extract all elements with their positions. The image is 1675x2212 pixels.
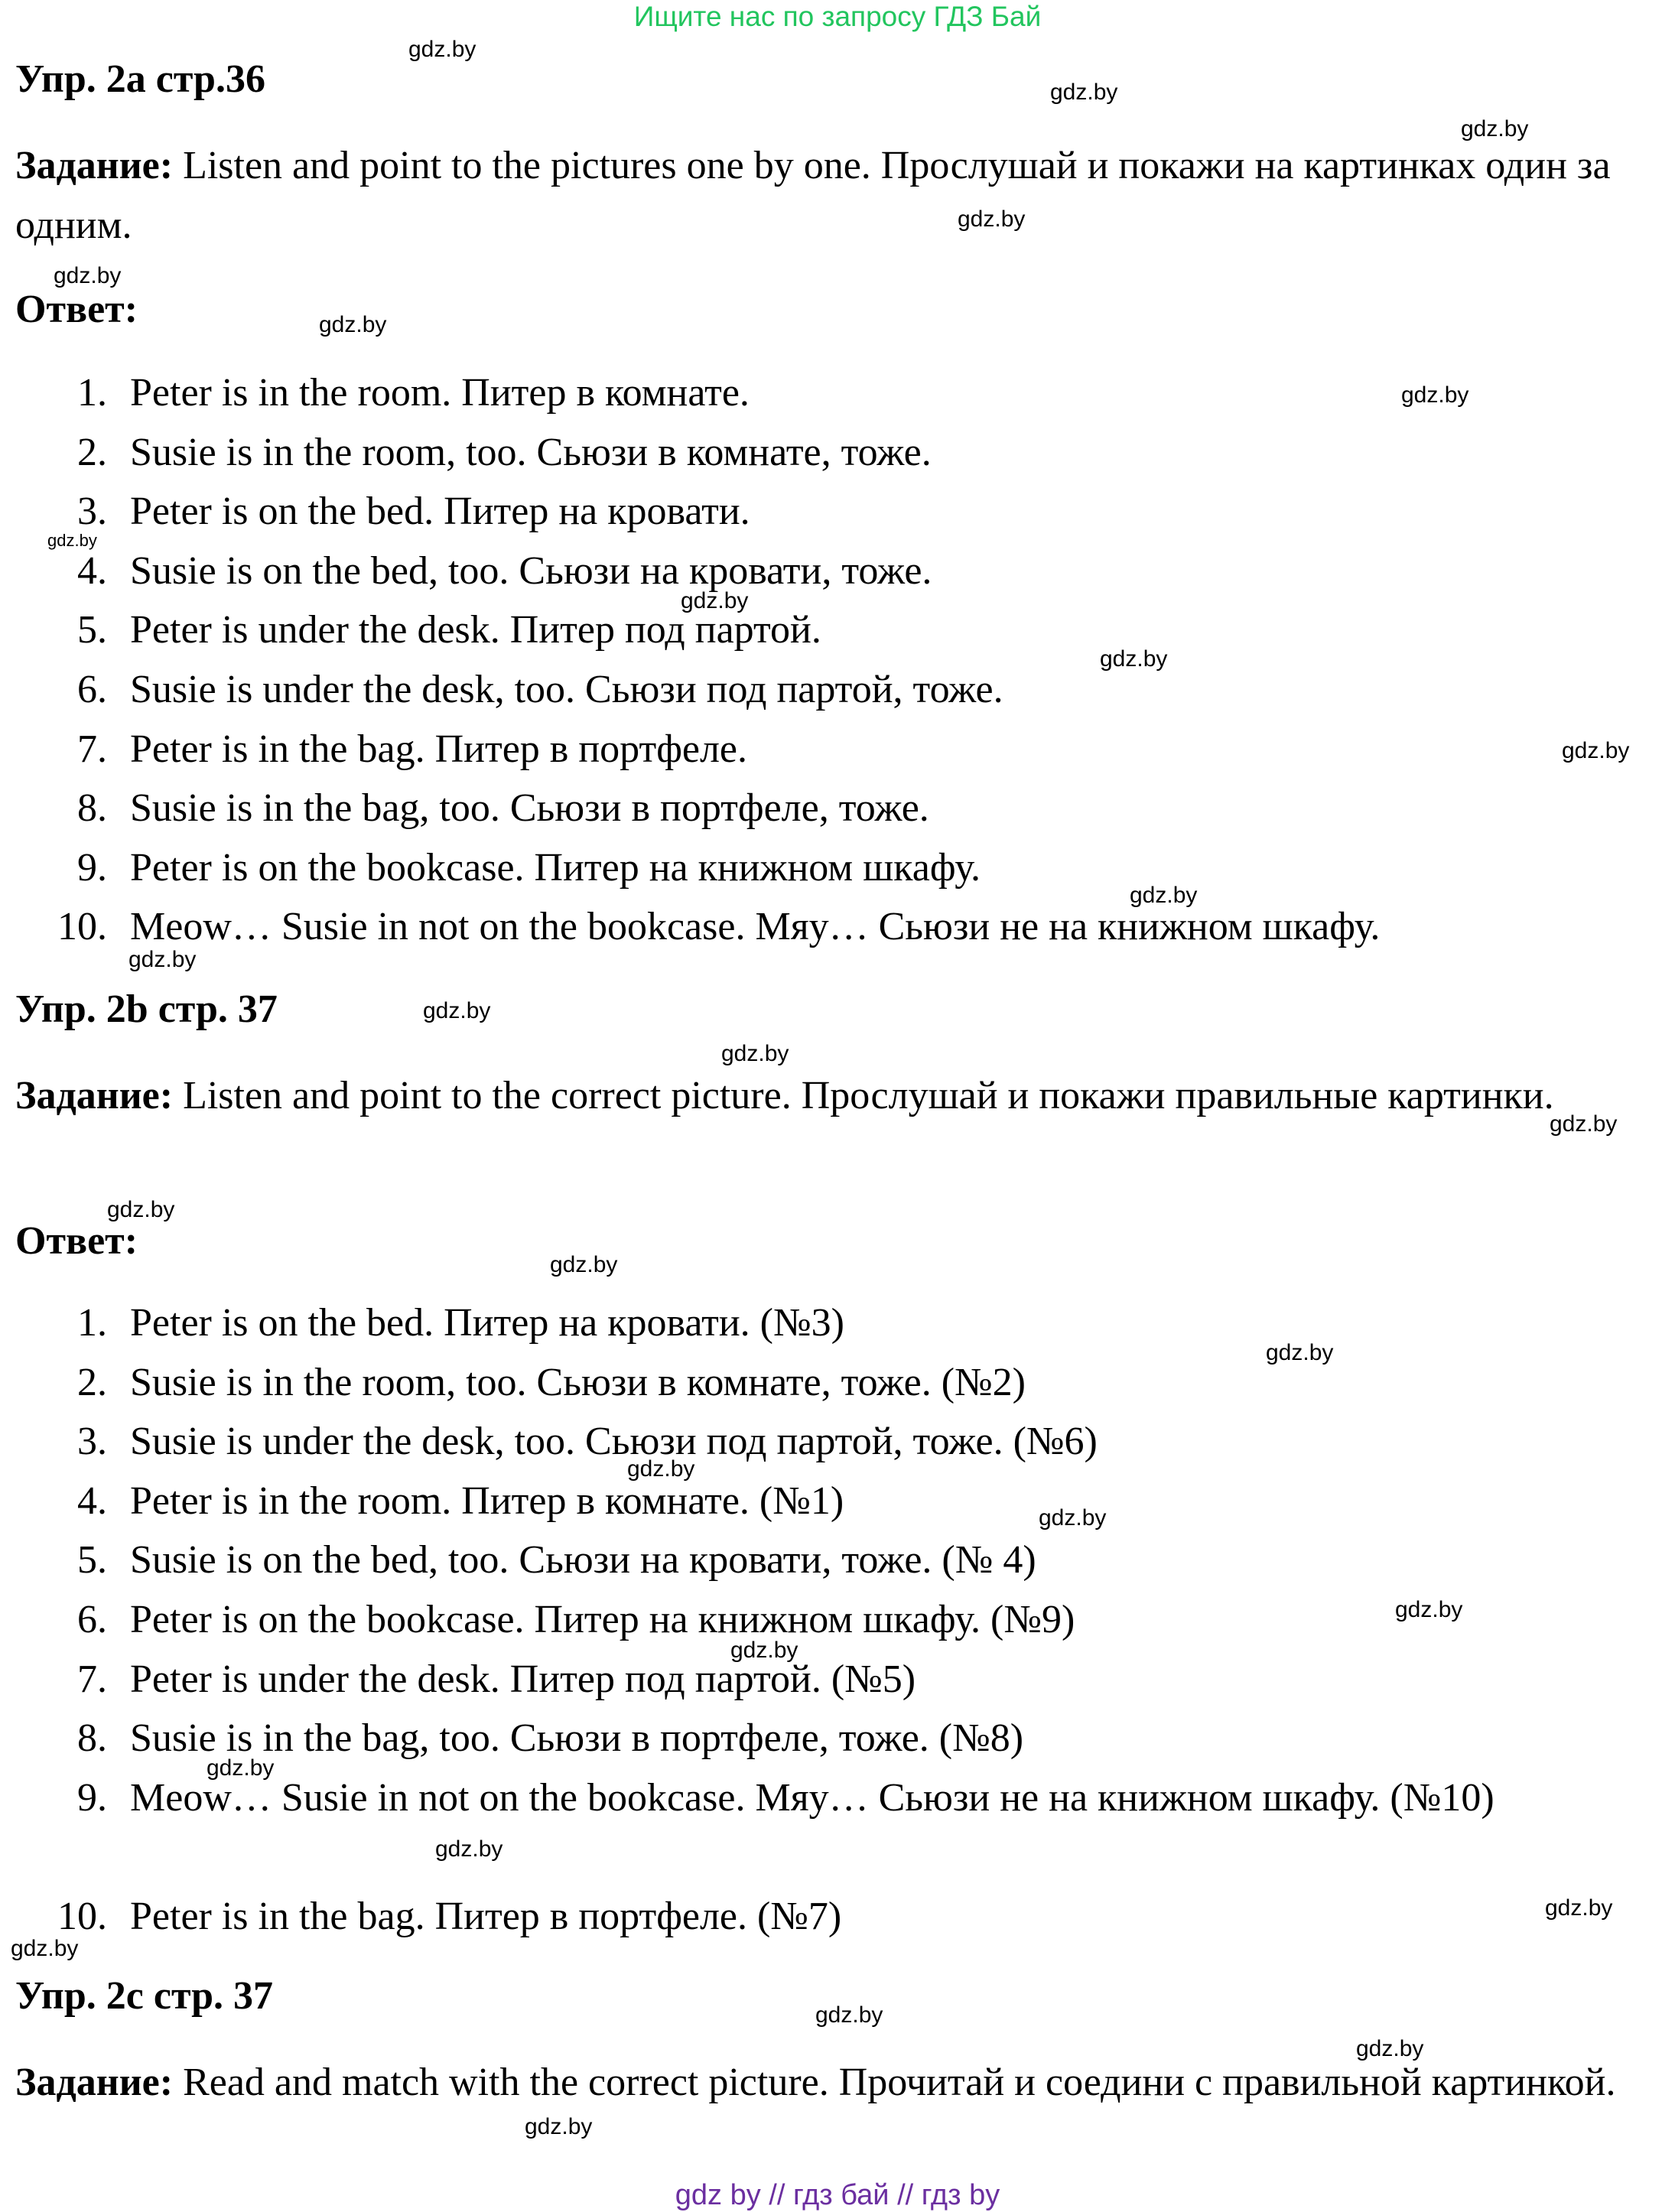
item-number: 6.	[77, 667, 107, 711]
exercise-2a-heading: Упр. 2а стр.36	[15, 57, 265, 101]
item-number: 4.	[77, 1478, 107, 1523]
watermark: gdz.by	[1050, 80, 1118, 105]
task-label: Задание:	[15, 2061, 174, 2104]
item-text: Susie is in the room, too. Сьюзи в комнате, тоже. (№2)	[130, 1360, 1026, 1404]
list-item	[0, 727, 1675, 786]
item-text: Peter is under the desk. Питер под партой.	[130, 608, 821, 652]
list-item	[0, 548, 1675, 608]
task-text: Listen and point to the pictures one by one. Прослушай и покажи на картинках один за одним.	[15, 144, 1611, 247]
list-item	[0, 904, 1675, 964]
exercise-2b-answer-label: Ответ:	[15, 1219, 138, 1263]
item-text: Meow… Susie in not on the bookcase. Мяу… Сьюзи не на книжном шкафу. (№10)	[130, 1775, 1494, 1820]
item-text: Peter is in the room. Питер в комнате.	[130, 371, 750, 415]
task-label: Задание:	[15, 144, 174, 187]
watermark: gdz.by	[128, 947, 197, 972]
item-text: Peter is on the bookcase. Питер на книжном шкафу.	[130, 845, 981, 890]
watermark: gdz.by	[958, 207, 1026, 232]
top-banner: Ищите нас по запросу ГДЗ Бай	[633, 1, 1042, 32]
exercise-2a-answer-list	[0, 370, 1675, 964]
item-number: 10.	[57, 905, 107, 949]
item-number: 1.	[77, 1301, 107, 1345]
exercise-2a-answer-label: Ответ:	[15, 288, 138, 331]
item-text: Susie is on the bed, too. Сьюзи на кровати, тоже. (№ 4)	[130, 1538, 1036, 1583]
item-number: 3.	[77, 490, 107, 534]
item-number: 2.	[77, 430, 107, 474]
list-item	[0, 667, 1675, 727]
footer-links: gdz by // гдз бай // гдз by	[675, 2179, 1000, 2211]
item-text: Susie is in the bag, too. Сьюзи в портфеле, тоже. (№8)	[130, 1716, 1024, 1761]
list-item	[0, 845, 1675, 905]
list-item	[0, 430, 1675, 490]
item-number: 5.	[77, 608, 107, 652]
item-number: 8.	[77, 786, 107, 831]
task-text: Read and match with the correct picture. Прочитай и соедини с правильной картинкой.	[173, 2061, 1616, 2104]
list-item	[0, 786, 1675, 845]
list-item	[0, 1894, 1675, 1953]
item-number: 2.	[77, 1360, 107, 1404]
item-text: Peter is on the bookcase. Питер на книжном шкафу. (№9)	[130, 1597, 1075, 1641]
item-text: Susie is under the desk, too. Сьюзи под партой, тоже.	[130, 667, 1003, 711]
task-text: Listen and point to the correct picture. Прослушай и покажи правильные картинки.	[173, 1074, 1554, 1117]
exercise-2b-task	[15, 1066, 1660, 1126]
item-number: 9.	[77, 845, 107, 890]
watermark: gdz.by	[107, 1197, 175, 1222]
watermark: gdz.by	[435, 1836, 503, 1862]
list-item	[0, 489, 1675, 548]
watermark: gdz.by	[1266, 1340, 1334, 1365]
list-item	[0, 1419, 1675, 1478]
watermark: gdz.by	[11, 1936, 79, 1961]
item-number: 5.	[77, 1538, 107, 1583]
watermark: gdz.by	[681, 588, 749, 613]
watermark: gdz.by	[423, 998, 491, 1023]
item-text: Susie is under the desk, too. Сьюзи под партой, тоже. (№6)	[130, 1420, 1098, 1464]
item-number: 7.	[77, 727, 107, 771]
item-number: 8.	[77, 1716, 107, 1761]
watermark: gdz.by	[1039, 1505, 1107, 1531]
item-text: Peter is on the bed. Питер на кровати.	[130, 490, 750, 534]
item-number: 4.	[77, 548, 107, 593]
item-text: Susie is on the bed, too. Сьюзи на кровати, тоже.	[130, 548, 932, 593]
item-text: Peter is under the desk. Питер под партой. (№5)	[130, 1657, 916, 1701]
item-number: 10.	[57, 1894, 107, 1938]
watermark: gdz.by	[1401, 382, 1469, 408]
watermark: gdz.by	[54, 263, 122, 288]
item-number: 6.	[77, 1597, 107, 1641]
exercise-2a-task	[15, 136, 1660, 255]
item-text: Peter is on the bed. Питер на кровати. (№3)	[130, 1301, 844, 1345]
watermark: gdz.by	[550, 1252, 618, 1277]
watermark: gdz.by	[1130, 883, 1198, 908]
list-item	[0, 1537, 1675, 1597]
watermark: gdz.by	[1100, 646, 1168, 672]
task-label: Задание:	[15, 1074, 174, 1117]
list-item	[0, 1657, 1675, 1716]
watermark: gdz.by	[1461, 116, 1529, 142]
watermark: gdz.by	[815, 2002, 883, 2028]
exercise-2b-heading: Упр. 2b стр. 37	[15, 987, 278, 1031]
watermark: gdz.by	[1395, 1597, 1463, 1622]
watermark: gdz.by	[47, 531, 97, 550]
item-number: 7.	[77, 1657, 107, 1701]
item-number: 1.	[77, 371, 107, 415]
item-text: Susie is in the bag, too. Сьюзи в портфеле, тоже.	[130, 786, 929, 831]
watermark: gdz.by	[1545, 1895, 1613, 1921]
item-number: 9.	[77, 1775, 107, 1820]
watermark: gdz.by	[408, 37, 476, 62]
watermark: gdz.by	[525, 2114, 593, 2139]
watermark: gdz.by	[721, 1041, 789, 1066]
watermark: gdz.by	[1562, 738, 1630, 763]
item-text: Susie is in the room, too. Сьюзи в комнате, тоже.	[130, 430, 932, 474]
exercise-2b-answer-list	[0, 1300, 1675, 1953]
watermark: gdz.by	[730, 1638, 798, 1663]
watermark: gdz.by	[319, 312, 387, 337]
item-text: Peter is in the bag. Питер в портфеле. (№7)	[130, 1894, 842, 1938]
watermark: gdz.by	[1550, 1111, 1618, 1137]
watermark: gdz.by	[1356, 2036, 1424, 2061]
exercise-2c-heading: Упр. 2c стр. 37	[15, 1974, 274, 2018]
item-number: 3.	[77, 1420, 107, 1464]
watermark: gdz.by	[627, 1456, 695, 1482]
watermark: gdz.by	[207, 1755, 275, 1781]
list-item	[0, 1478, 1675, 1538]
list-item	[0, 1360, 1675, 1420]
list-item	[0, 1300, 1675, 1360]
list-item	[0, 607, 1675, 667]
item-text: Peter is in the bag. Питер в портфеле.	[130, 727, 747, 771]
item-text: Meow… Susie in not on the bookcase. Мяу… Сьюзи не на книжном шкафу.	[130, 905, 1381, 949]
item-text: Peter is in the room. Питер в комнате. (№1)	[130, 1478, 844, 1523]
list-item	[0, 1775, 1675, 1894]
